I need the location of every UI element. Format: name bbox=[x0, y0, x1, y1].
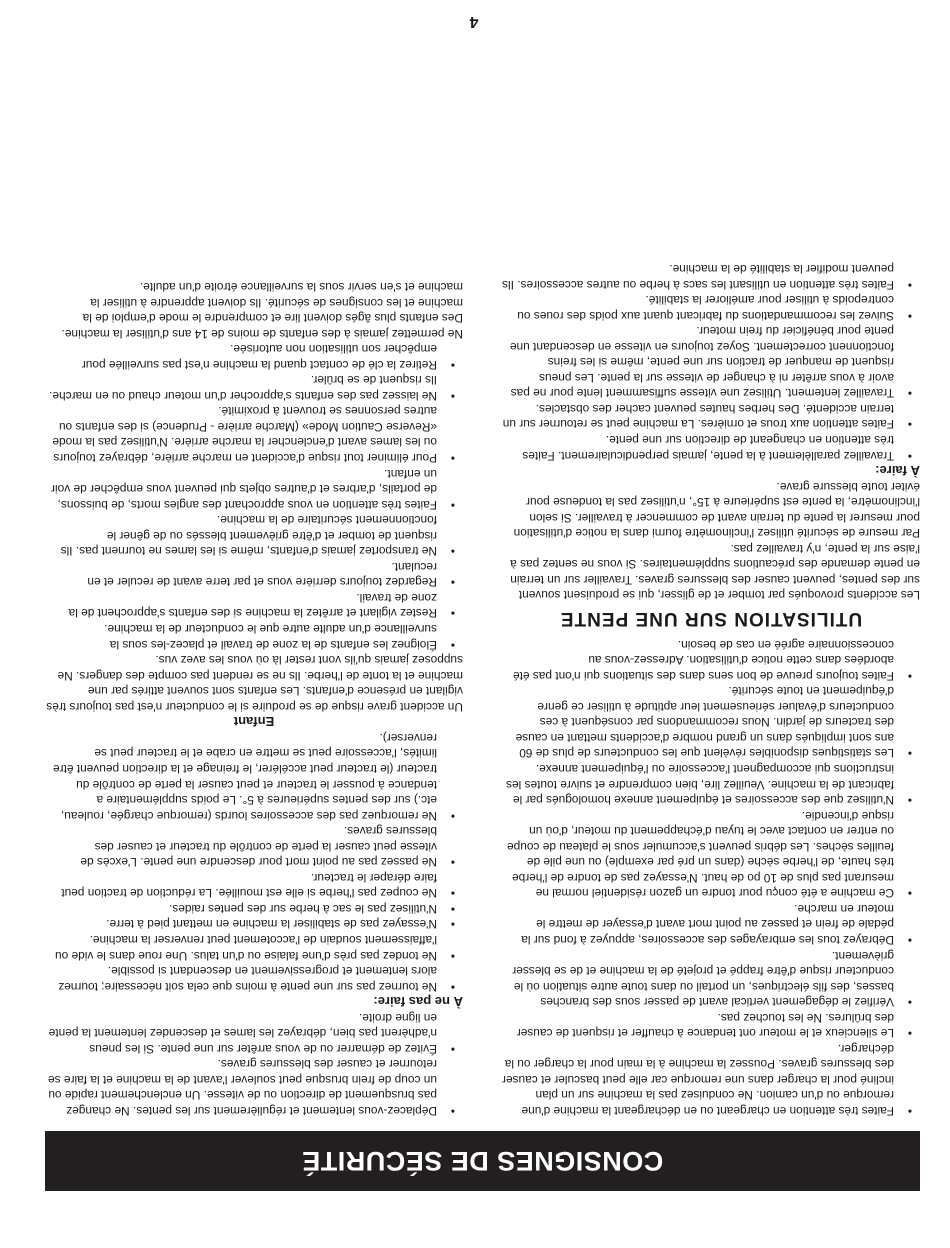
list-item: • N'utilisez pas le sac à herbe sur des pentes raides. bbox=[45, 900, 463, 916]
list-item: • Évitez de démarrer ou de vous arrêter sur une pente. Si les pneus n'adhèrent pas bien, débrayez les lames et descendez lentement la pente en ligne droite. bbox=[45, 1009, 463, 1056]
section-title-slope: UTILISATION SUR UNE PENTE bbox=[559, 608, 863, 630]
list-item: • Ne tondez pas près d'une falaise ou d'un talus. Une roue dans le vide ou l'affaissement soudain de l'accotement peut renverser la machine. bbox=[45, 931, 463, 962]
list-item: • Éloignez les enfants de la zone de travail et placez-les sous la surveillance d'un adulte autre que le conducteur de la machine. bbox=[45, 621, 463, 652]
page-number: 4 bbox=[469, 13, 479, 30]
list-item: • Restez vigilant et arrêtez la machine si des enfants s'approchent de la zone de travail. bbox=[45, 589, 463, 620]
left-column bbox=[502, 260, 920, 1118]
list-item: • Ce machine a été conçu pour tondre un gazon résidentiel normal ne mesurant pas plus de 10 po de haut. N'essayez pas de tondre de l'herbe très haute, de l'herbe sèche (dans un pré par exemple) ou une pile de feuilles sèches. Les débris peuvent s'accumuler sous le plateau de coupe ou entrer en contact avec le tuyau d'échappement du moteur, d'où un risque d'incendie. bbox=[502, 807, 920, 900]
slope-intro: Les accidents provoqués par tomber et de glisser, qui se produisent souvent sur des pentes, peuvent causer des blessures graves. Travailler sur un terrain en pente demande des précautions supplémentaires. Si vous ne sentez pas à l'aise sur la pente, n'y travaillez pas. bbox=[510, 541, 920, 603]
right-column bbox=[45, 278, 463, 1118]
list-item: • Ne tournez pas sur une pente à moins que cela soit nécessaire; tournez alors lentement et progressivement en descendant si possible. bbox=[45, 963, 463, 994]
list-item: • Faites très attention en utilisant les sacs à herbe ou autres accessoires. Ils peuvent modifier la stabilité de la machine. bbox=[502, 260, 920, 291]
list-item: • Faites attention aux trous et ornières. La machine peut se retourner sur un terrain accidenté. Des herbes hautes peuvent cacher des obstacles. bbox=[502, 400, 920, 431]
dont-bullet-list bbox=[45, 729, 463, 993]
list-item: • Ne laissez pas des enfants s'approcher d'un moteur chaud ou en marche. Ils risquent de se brûler. bbox=[45, 372, 463, 403]
list-item: • N'utilisez que des accessoires et équipement annexe homologués par le fabricant de la machine. Veuillez lire, bien comprendre et suivre toutes les instructions qui accompagnent l'accessoire ou l'équipement annexe. bbox=[502, 760, 920, 807]
lead-bullet-list bbox=[45, 1009, 463, 1118]
intro-bullet-list bbox=[502, 636, 920, 1118]
dont-heading: À ne pas faire: bbox=[373, 994, 463, 1010]
header-banner bbox=[45, 1131, 920, 1191]
list-item: • Déplacez-vous lentement et régulièrement sur les pentes. Ne changez pas brusquement de direction ou de vitesse. Un enclenchement rapide ou un coup de frein brusque peut soulever l'avant de la machine et la faire se retourner et causer des blessures graves. bbox=[45, 1056, 463, 1118]
age-rule: Ne permettez jamais à des enfants de moins de 14 ans d'utiliser la machine. Des enfants plus âgés doivent lire et comprendre le mode d'emploi de la machine et les consignes de sécurité. Ils doivent apprendre à utiliser la machine et s'en servir sous la surveillance étroite d'un adulte. bbox=[61, 280, 463, 341]
list-item: • Le silencieux et le moteur ont tendance à chauffer et risquent de causer des brûlures. Ne les touchez pas. bbox=[502, 1009, 920, 1040]
child-heading: Enfant bbox=[233, 714, 275, 730]
page-title: CONSIGNES DE SÉCURITÉ bbox=[301, 1146, 664, 1177]
child-bullet-list bbox=[45, 341, 463, 652]
list-item: • Vérifiez le dégagement vertical avant de passer sous des branches basses, des fils électriques, un portail ou dans toute autre situation où le conducteur risque d'être frappé et projeté de la machine et de se blesser grièvement. bbox=[502, 947, 920, 1009]
list-item: • Les statistiques disponibles révèlent que les conducteurs de plus de 60 ans sont impliqués dans un grand nombre d'accidents mettant en cause des tracteurs de jardin. Nous recommandons par conséquent à ces conducteurs d'évaluer sérieusement leur aptitude à utiliser ce genre d'équipement en toute sécurité. bbox=[502, 683, 920, 761]
list-item: • Retirez la clé de contact quand la machine n'est pas surveillée pour empêcher son utilisation non autorisée. bbox=[45, 341, 463, 372]
list-item: • Travaillez parallèlement à la pente, jamais perpendiculairement. Faites très attention en changeant de direction sur une pente. bbox=[502, 431, 920, 462]
list-item: • N'essayez pas de stabiliser la machine en mettant pied à terre. bbox=[45, 916, 463, 932]
list-item: • Travaillez lentement. Utilisez une vitesse suffisamment lente pour ne pas avoir à vous arrêter ni à changer de vitesse sur la pente. Les pneus risquent de manquer de traction sur une pente, même si les freins fonctionnent correctement. Soyez toujours en vitesse en descendant une pente pour bénéficier du frein moteur. bbox=[502, 323, 920, 401]
list-item: • Débrayez tous les embrayages des accessoires, appuyez à fond sur la pédale de frein et passez au point mort avant d'essayer de mettre le moteur en marche. bbox=[502, 900, 920, 947]
do-bullet-list bbox=[502, 260, 920, 462]
slope-measure: Par mesure de sécurité utilisez l'inclinomètre fourni dans la notice d'utilisation pour mesurer la pente du terrain avant de commencer à travailler. Si selon l'inclinomètre, la pente est supérieure à 15°, n'utilisez pas la tondeuse pour éviter toute blessure grave. bbox=[513, 479, 920, 541]
list-item: • Faites très attention en vous approchant des angles morts, de buissons, de portails, d'arbres et d'autres objets qui peuvent vous empêcher de voir un enfant. bbox=[45, 465, 463, 512]
list-item: • Ne passez pas au point mort pour descendre une pente. L'excès de vitesse peut causer la perte de contrôle du tracteur et causer des blessures graves. bbox=[45, 823, 463, 870]
child-intro: Un accident grave risque de se produire si le conducteur n'est pas toujours très vigilant en présence d'enfants. Les enfants sont souvent attirés par une machine et la tonte de l'herbe. Ils ne se rendent pas compte des dangers. Ne supposez jamais qu'ils vont rester là où vous les avez vus. bbox=[46, 653, 463, 714]
do-heading: À faire: bbox=[875, 463, 920, 479]
list-item: • Faites très attention en chargeant ou en déchargeant la machine d'une remorque ou d'un camion. Ne conduisez pas la machine sur un plan incliné pour la charger dans une remorque car elle peut basculer et causer des blessures graves. Poussez la machine à la main pour la charger ou la décharger. bbox=[502, 1040, 920, 1118]
list-item: • Ne coupez pas l'herbe si elle est mouillée. La réduction de traction peut faire déraper le tracteur. bbox=[45, 869, 463, 900]
list-item: • Ne remorquez pas des accessoires lourds (remorque chargée, rouleau, etc.) sur des pentes supérieures à 5°. Le poids supplémentaire a tendance à pousser le tracteur et peut causer la perte de contrôle du tracteur (le tracteur peut accélérer, le freinage et la direction peuvent être limités, l'accessoire peut se mettre en crabe et le tracteur peut se renverser). bbox=[45, 729, 463, 822]
list-item: • Pour éliminer tout risque d'accident en marche arrière, débrayez toujours ou les lames avant d'enclencher la marche arrière. N'utilisez pas la mode «Reverse Caution Mode» (Marche arrière - Prudence) si des enfants ou autres personnes se trouvent à proximité. bbox=[45, 403, 463, 465]
list-item: • Suivez les recommandations du fabricant quant aux poids des roues ou contrepoids à utiliser pour améliorer la stabilité. bbox=[502, 292, 920, 323]
list-item: • Regardez toujours derrière vous et par terre avant de reculer et en reculant. bbox=[45, 558, 463, 589]
list-item: • Ne transportez jamais d'enfants, même si les lames ne tournent pas. Ils risquent de tomber et d'être grièvement blessés ou de gêner le fonctionnement sécuritaire de la machine. bbox=[45, 512, 463, 559]
list-item: • Faites toujours preuve de bon sens dans des situations qui n'ont pas été abordées dans cette notice d'utilisation. Adressez-vous au concessionnaire agréé en cas de besoin. bbox=[502, 636, 920, 683]
